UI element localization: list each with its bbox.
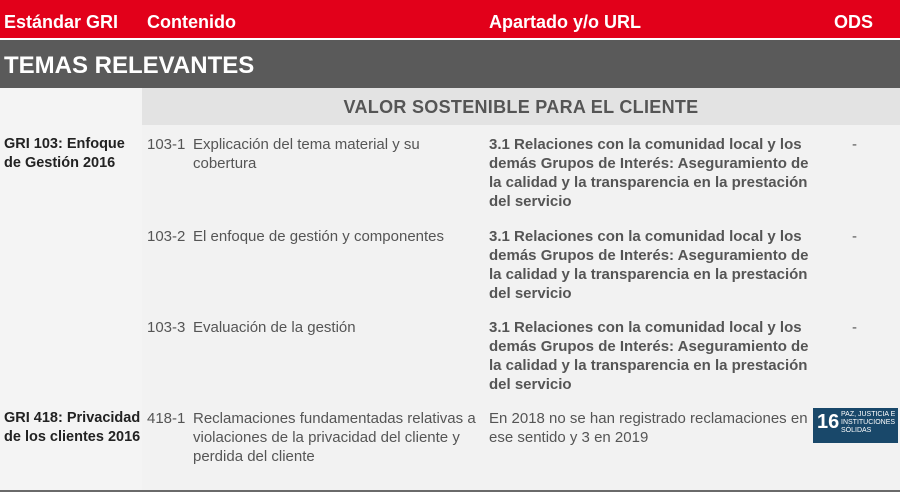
ods-value: - (852, 228, 857, 245)
apartado-link: 3.1 Relaciones con la comunidad local y los demás Grupos de Interés: Aseguramiento de la calidad y la transparencia en la prestación del servicio (489, 136, 809, 210)
ods-badge-number: 16 (817, 411, 840, 433)
apartado-link: 3.1 Relaciones con la comunidad local y los demás Grupos de Interés: Aseguramiento de la calidad y la transparencia en la prestación del servicio (489, 319, 809, 393)
column-header-gri: Estándar GRI (4, 12, 119, 32)
ods-value: - (852, 319, 857, 336)
content-code: 103-1 (147, 136, 186, 153)
column-header-ods: ODS (834, 12, 874, 32)
subsection-header (142, 88, 900, 125)
table-header (0, 0, 900, 38)
ods-badge-label: PAZ, JUSTICIA E INSTITUCIONES SÓLIDAS (841, 411, 896, 434)
apartado-text: En 2018 no se han registrado reclamaciones en ese sentido y 3 en 2019 (489, 410, 808, 446)
apartado-link: 3.1 Relaciones con la comunidad local y los demás Grupos de Interés: Aseguramiento de la calidad y la transparencia en la prestación del servicio (489, 228, 809, 302)
subsection-title: VALOR SOSTENIBLE PARA EL CLIENTE (343, 97, 699, 117)
content-description: Explicación del tema material y su cobertura (193, 136, 420, 172)
content-description: Reclamaciones fundamentadas relativas a violaciones de la privacidad del cliente y perdida del cliente (193, 410, 476, 465)
column-header-apartado: Apartado y/o URL (489, 12, 642, 32)
content-code: 418-1 (147, 410, 186, 427)
section-header (0, 40, 900, 88)
ods-16-badge-icon (813, 408, 898, 443)
column-header-contenido: Contenido (147, 12, 236, 32)
section-title: TEMAS RELEVANTES (4, 52, 255, 79)
content-description: El enfoque de gestión y componentes (193, 228, 445, 245)
content-description: Evaluación de la gestión (193, 319, 356, 336)
bottom-divider (0, 490, 900, 492)
gri-standard-name: GRI 418: Privacidad de los clientes 2016 (4, 410, 141, 445)
content-code: 103-3 (147, 319, 186, 336)
ods-value: - (852, 136, 857, 153)
gri-standard-name: GRI 103: Enfoque de Gestión 2016 (4, 136, 125, 171)
content-code: 103-2 (147, 228, 186, 245)
